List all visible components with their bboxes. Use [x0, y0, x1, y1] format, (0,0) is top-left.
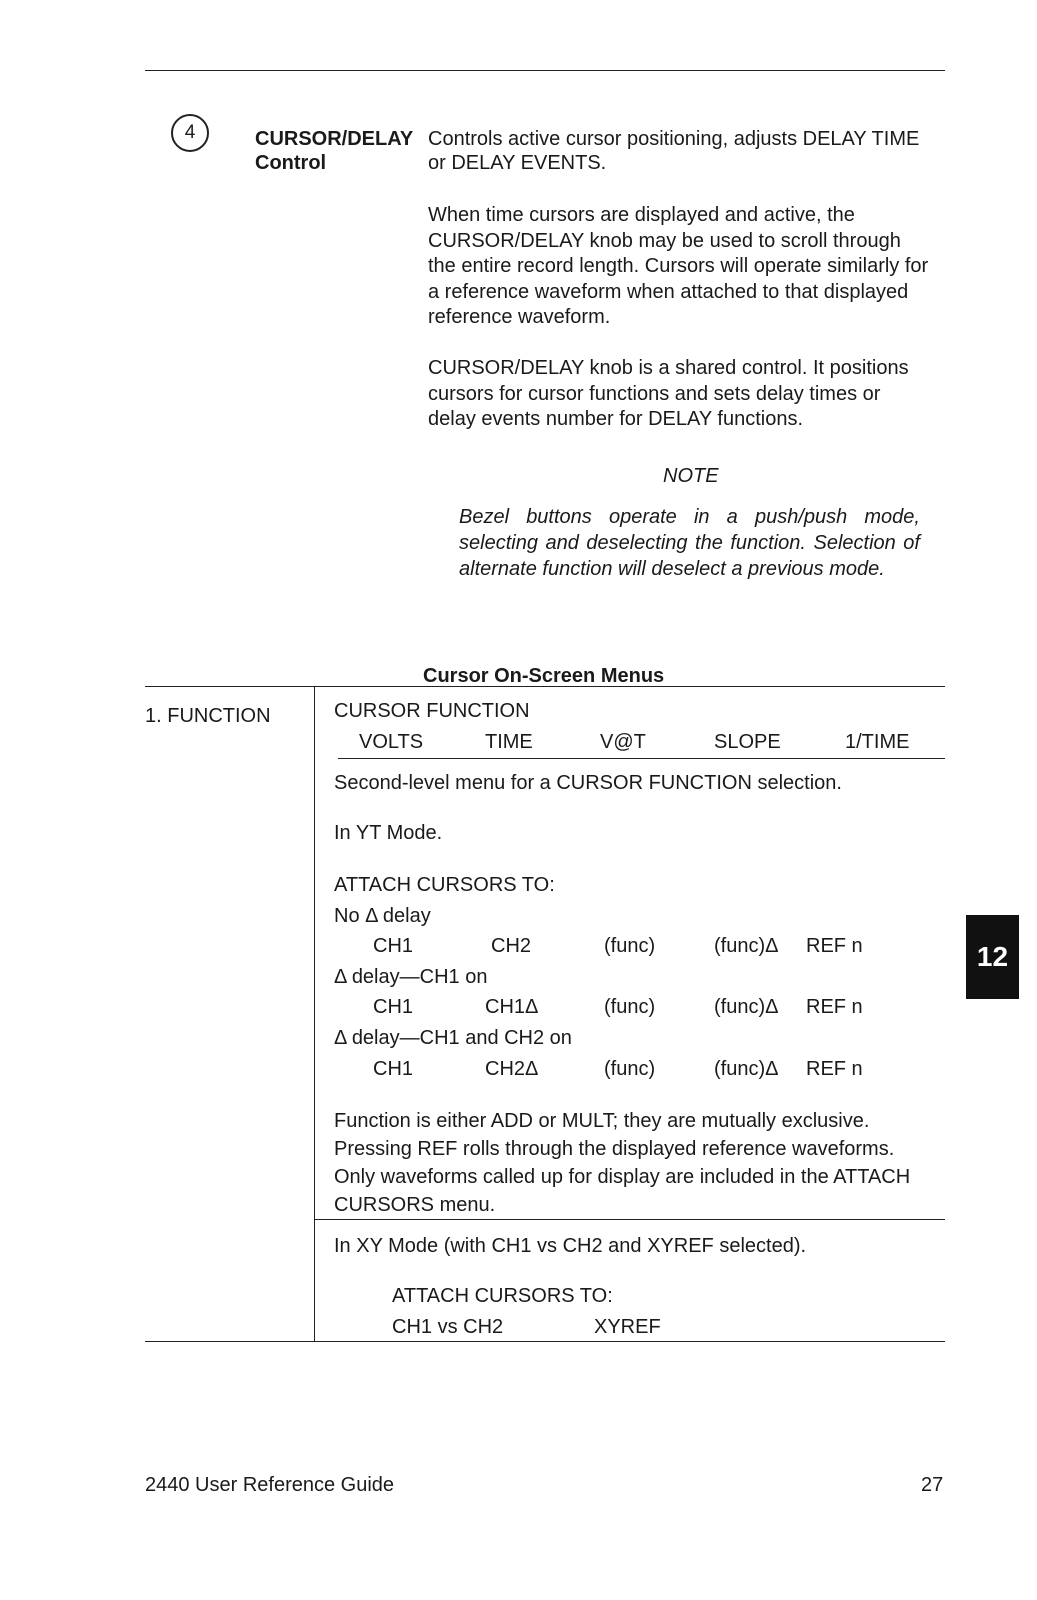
- function-note-line: Pressing REF rolls through the displayed reference waveforms.: [334, 1138, 895, 1160]
- option-func-delta: (func)Δ: [714, 935, 779, 957]
- control-name-line1: CURSOR/DELAY: [255, 128, 414, 150]
- option-ch2-delta: CH2Δ: [485, 1058, 539, 1080]
- table-bottom-rule: [145, 1341, 945, 1342]
- menu-option-time: TIME: [485, 731, 533, 753]
- section-tab: 12: [966, 915, 1019, 999]
- menu-option-volts: VOLTS: [359, 731, 424, 753]
- control-paragraph-1: [428, 203, 948, 331]
- section-title: Cursor On-Screen Menus: [423, 665, 665, 687]
- option-ch1-delta: CH1Δ: [485, 996, 539, 1018]
- option-func: (func): [604, 996, 656, 1018]
- option-func-delta: (func)Δ: [714, 996, 779, 1018]
- xy-option-ch1-vs-ch2: CH1 vs CH2: [392, 1316, 504, 1338]
- option-ch1: CH1: [373, 996, 414, 1018]
- control-summary-line: or DELAY EVENTS.: [428, 152, 607, 174]
- group-label: Δ delay—CH1 on: [334, 966, 488, 988]
- menu-option-1-time: 1/TIME: [845, 731, 910, 753]
- footer-title: 2440 User Reference Guide: [145, 1474, 395, 1496]
- note-title: NOTE: [663, 465, 719, 487]
- option-func-delta: (func)Δ: [714, 1058, 779, 1080]
- option-ref-n: REF n: [806, 996, 863, 1018]
- function-note: [334, 1107, 910, 1219]
- callout-number-4: 4: [171, 114, 209, 152]
- option-func: (func): [604, 1058, 656, 1080]
- menu-options-underline: [338, 758, 945, 759]
- control-paragraph-2: [428, 356, 948, 433]
- table-top-rule: [145, 686, 945, 687]
- group-label: No Δ delay: [334, 905, 431, 927]
- xy-section-rule: [314, 1219, 945, 1220]
- menu-option-vat: V@T: [600, 731, 646, 753]
- paragraph-line: cursors for cursor functions and sets delay times or: [428, 382, 881, 405]
- menu-option-slope: SLOPE: [714, 731, 781, 753]
- yt-mode-text: In YT Mode.: [334, 822, 443, 844]
- paragraph-line: a reference waveform when attached to that displayed: [428, 280, 909, 303]
- paragraph-line: reference waveform.: [428, 306, 611, 328]
- xy-mode-text: In XY Mode (with CH1 vs CH2 and XYREF selected).: [334, 1235, 807, 1257]
- function-note-line: Only waveforms called up for display are included in the ATTACH: [334, 1166, 911, 1188]
- option-ch2: CH2: [491, 935, 532, 957]
- option-ref-n: REF n: [806, 1058, 863, 1080]
- function-note-line: CURSORS menu.: [334, 1194, 496, 1216]
- page-number: 27: [921, 1474, 944, 1496]
- top-rule: [145, 70, 945, 71]
- paragraph-line: CURSOR/DELAY knob is a shared control. It positions: [428, 357, 909, 379]
- paragraph-line: delay events number for DELAY functions.: [428, 408, 804, 430]
- option-ref-n: REF n: [806, 935, 863, 957]
- option-ch1: CH1: [373, 1058, 414, 1080]
- group-label: Δ delay—CH1 and CH2 on: [334, 1027, 572, 1049]
- option-func: (func): [604, 935, 656, 957]
- note-body: Bezel buttons operate in a push/push mode, selecting and deselecting the function. Selection of alternate function will deselect a previous mode.: [459, 506, 920, 580]
- paragraph-line: CURSOR/DELAY knob may be used to scroll through: [428, 229, 901, 252]
- paragraph-line: When time cursors are displayed and active, the: [428, 204, 855, 226]
- xy-option-xyref: XYREF: [594, 1316, 661, 1338]
- menu-item-label: 1. FUNCTION: [145, 705, 271, 727]
- control-name: [255, 127, 413, 175]
- option-ch1: CH1: [373, 935, 414, 957]
- attach-heading: ATTACH CURSORS TO:: [334, 874, 555, 896]
- menu-heading: CURSOR FUNCTION: [334, 700, 530, 722]
- control-name-line2: Control: [255, 152, 327, 174]
- second-level-text: Second-level menu for a CURSOR FUNCTION selection.: [334, 772, 842, 794]
- table-column-divider: [314, 686, 315, 1342]
- function-note-line: Function is either ADD or MULT; they are mutually exclusive.: [334, 1110, 870, 1132]
- paragraph-line: the entire record length. Cursors will operate similarly for: [428, 255, 929, 277]
- control-summary: [428, 127, 948, 175]
- xy-attach-heading: ATTACH CURSORS TO:: [392, 1285, 613, 1307]
- control-summary-line: Controls active cursor positioning, adjusts DELAY TIME: [428, 128, 920, 150]
